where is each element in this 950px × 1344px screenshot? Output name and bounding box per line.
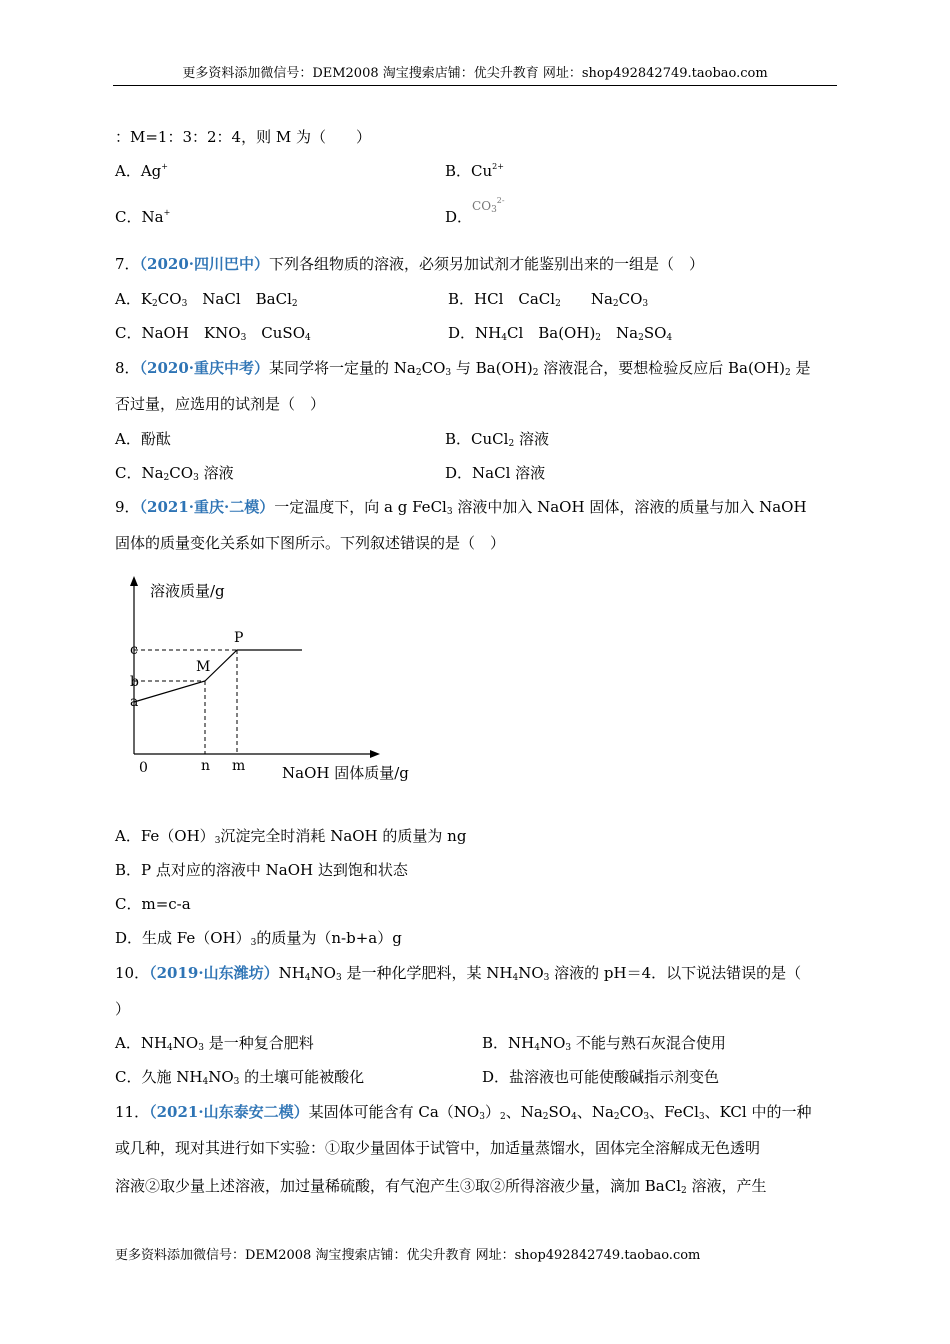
q9-stem-line1: 9．（2021·重庆·二模）一定温度下，向 a g FeCl$_3$ 溶液中加入 NaOH 固体，溶液的质量与加入 NaOH <box>115 498 807 517</box>
q10-option-c[interactable]: C．久施 $NH_4NO_3$ 的土壤可能被酸化 <box>115 1068 365 1087</box>
y-tick-b: b <box>130 674 139 690</box>
q9-option-c[interactable]: C．m=c-a <box>115 895 191 913</box>
q6-option-d[interactable]: D．$^{CO_3^{2-}}$ <box>445 196 505 226</box>
origin-label: 0 <box>139 760 148 776</box>
q6-option-b[interactable]: B．$Cu^{2+}$ <box>445 162 504 180</box>
page-header: 更多资料添加微信号：DEM2008 淘宝搜索店铺：优尖升教育 网址：shop492842749.taobao.com <box>182 66 768 81</box>
q6-option-a[interactable]: A．Ag+ <box>115 162 168 180</box>
solution-mass-graph <box>110 570 440 785</box>
q11-stem-line3: 溶液②取少量上述溶液，加过量稀硫酸，有气泡产生③取②所得溶液少量，滴加 BaCl$_2$ 溶液，产生 <box>115 1177 767 1196</box>
y-tick-a: a <box>130 694 139 710</box>
q10-option-b[interactable]: B．$NH_4NO_3$ 不能与熟石灰混合使用 <box>482 1034 726 1053</box>
q9-option-b[interactable]: B．P 点对应的溶液中 NaOH 达到饱和状态 <box>115 861 408 879</box>
q10-stem-line1: 10．（2019·山东潍坊）$NH_4NO_3$ 是一种化学肥料，某 $NH_4NO_3$ 溶液的 pH＝4．以下说法错误的是（ <box>115 964 802 983</box>
q10-stem-line2: ） <box>115 1000 131 1018</box>
x-axis-label: NaOH 固体质量/g <box>282 764 409 782</box>
mass-curve <box>134 650 302 702</box>
y-axis-label: 溶液质量/g <box>150 582 225 600</box>
header-divider <box>113 85 837 86</box>
q11-stem-line1: 11．（2021·山东泰安二模）某固体可能含有 $Ca(NO_3)_2$、$Na_2SO_4$、$Na_2CO_3$、FeCl$_3$、KCl 中的一种 <box>115 1103 812 1122</box>
q7-option-d[interactable]: D．$NH_4Cl$ $Ba(OH)_2$ $Na_2SO_4$ <box>448 324 673 343</box>
point-m-label: M <box>196 659 211 675</box>
q8-option-d[interactable]: D．NaCl 溶液 <box>445 464 546 482</box>
q7-option-b[interactable]: B．HCl CaCl$_2$ $Na_2CO_3$ <box>448 290 649 309</box>
q8-stem-line1: 8．（2020·重庆中考）某同学将一定量的 $Na_2CO_3$ 与 $Ba(OH)_2$ 溶液混合，要想检验反应后 $Ba(OH)_2$ 是 <box>115 359 811 378</box>
q9-option-a[interactable]: A．$Fe(OH)_3$沉淀完全时消耗 NaOH 的质量为 ng <box>115 827 467 846</box>
point-p-label: P <box>234 630 244 646</box>
q6-stem: ：M=1：3：2：4，则 M 为（ ） <box>115 128 371 146</box>
q11-stem-line2: 或几种，现对其进行如下实验：①取少量固体于试管中，加适量蒸馏水，固体完全溶解成无色透明 <box>115 1139 761 1157</box>
q8-stem-line2: 否过量，应选用的试剂是（ ） <box>115 395 326 413</box>
x-tick-n: n <box>201 758 211 774</box>
q7-stem: 7．（2020·四川巴中）下列各组物质的溶液，必须另加试剂才能鉴别出来的一组是（ ） <box>115 255 705 273</box>
x-axis-arrow <box>370 750 380 758</box>
q9-stem-line2: 固体的质量变化关系如下图所示。下列叙述错误的是（ ） <box>115 534 506 552</box>
y-axis-arrow <box>130 576 138 586</box>
q9-option-d[interactable]: D．生成 $Fe(OH)_3$的质量为（n-b+a）g <box>115 929 402 948</box>
page-footer: 更多资料添加微信号：DEM2008 淘宝搜索店铺：优尖升教育 网址：shop492842749.taobao.com <box>115 1248 701 1263</box>
q7-option-a[interactable]: A．$K_2CO_3$ NaCl BaCl$_2$ <box>115 290 298 309</box>
q10-option-d[interactable]: D．盐溶液也可能使酸碱指示剂变色 <box>482 1068 720 1086</box>
y-tick-c: c <box>130 642 138 658</box>
q8-option-a[interactable]: A．酚酞 <box>115 430 171 448</box>
q7-option-c[interactable]: C．NaOH $KNO_3$ CuSO$_4$ <box>115 324 311 343</box>
q8-option-b[interactable]: B．CuCl$_2$ 溶液 <box>445 430 549 449</box>
q6-option-c[interactable]: C．Na+ <box>115 208 171 226</box>
q8-option-c[interactable]: C．$Na_2CO_3$ 溶液 <box>115 464 234 483</box>
x-tick-m: m <box>232 758 246 774</box>
q10-option-a[interactable]: A．$NH_4NO_3$ 是一种复合肥料 <box>115 1034 314 1053</box>
